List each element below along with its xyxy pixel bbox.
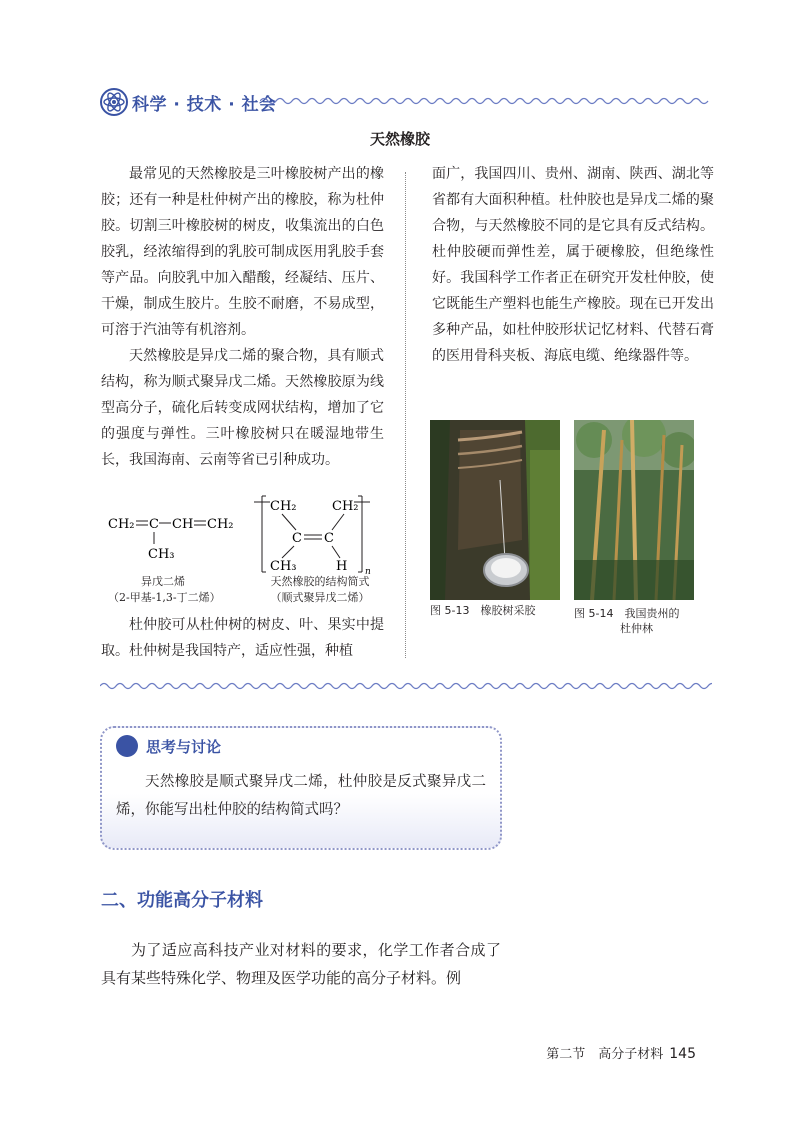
article-title: 天然橡胶 <box>369 130 430 148</box>
article-left-column-continued <box>101 612 384 664</box>
rubber-tapping-photo <box>430 420 560 600</box>
paragraph: 最常见的天然橡胶是三叶橡胶树产出的橡胶；还有一种是杜仲树产出的橡胶，称为杜仲胶。切割三叶橡胶树的树皮，收集流出的白色胶乳，经浓缩得到的乳胶可制成医用乳胶手套等产品。向胶乳中加入醋酸，经凝结、压片、干燥，制成生胶片。生胶不耐磨，不易成型，可溶于汽油等有机溶剂。 <box>101 166 384 338</box>
section-body: 为了适应高科技产业对材料的要求，化学工作者合成了具有某些特殊化学、物理及医学功能的高分子材料。例 <box>101 941 501 987</box>
eucommia-forest-photo <box>574 420 694 600</box>
formula-text: CH₃ <box>148 547 175 562</box>
natural-rubber-formula <box>252 494 380 576</box>
isoprene-formula <box>108 508 238 568</box>
page-number: 145 <box>669 1046 696 1062</box>
discussion-bullet-icon <box>116 735 138 757</box>
formula-text: C <box>324 531 334 546</box>
isoprene-caption: 异戊二烯 （2-甲基-1,3-丁二烯） <box>108 575 221 604</box>
paragraph: 面广，我国四川、贵州、湖南、陕西、湖北等省都有大面积种植。杜仲胶也是异戊二烯的聚合物，与天然橡胶不同的是它具有反式结构。杜仲胶硬而弹性差，属于硬橡胶，但绝缘性好。我国科学工作者正在研究开发杜仲胶，使它既能生产塑料也能生产橡胶。现在已开发出多种产品，如杜仲胶形状记忆材料、代替石膏的医用骨科夹板、海底电缆、绝缘器件等。 <box>432 166 714 364</box>
formula-text: C <box>149 517 159 532</box>
formula-text: C <box>292 531 302 546</box>
formula-text: CH₂ <box>108 517 135 532</box>
forest-illustration <box>574 420 694 600</box>
natural-rubber-caption: 天然橡胶的结构简式 （顺式聚异戊二烯） <box>270 575 370 604</box>
paragraph: 天然橡胶是异戊二烯的聚合物，具有顺式结构，称为顺式聚异戊二烯。天然橡胶原为线型高分子，硫化后转变成网状结构，增加了它的强度与弹性。三叶橡胶树只在暖湿地带生长，我国海南、云南等省已引种成功。 <box>101 348 384 468</box>
formula-text: CH₂ <box>207 517 234 532</box>
formula-text: CH₂ <box>270 499 297 514</box>
page-footer <box>546 1043 696 1062</box>
wave-divider-bottom <box>100 680 712 692</box>
paragraph: 杜仲胶可从杜仲树的树皮、叶、果实中提取。杜仲树是我国特产，适应性强，种植 <box>101 617 384 659</box>
discussion-title: 思考与讨论 <box>146 738 222 756</box>
atom-icon <box>100 88 128 116</box>
discussion-text: 天然橡胶是顺式聚异戊二烯，杜仲胶是反式聚异戊二烯，你能写出杜仲胶的结构简式吗？ <box>116 774 486 818</box>
formula-text: H <box>336 559 348 574</box>
wave-divider-top <box>260 95 712 107</box>
article-left-column <box>101 161 384 473</box>
section-banner <box>100 82 712 118</box>
figure-5-13-caption: 图 5-13 橡胶树采胶 <box>430 604 536 617</box>
tree-trunk-illustration <box>430 420 560 600</box>
formula-text: n <box>365 567 371 576</box>
formula-text: CH <box>172 517 194 532</box>
column-divider <box>405 172 406 658</box>
chapter-label: 第二节 高分子材料 <box>546 1047 664 1062</box>
section-heading: 二、功能高分子材料 <box>101 890 263 911</box>
figure-5-14-caption: 图 5-14 我国贵州的 杜仲林 <box>574 607 680 635</box>
article-right-column <box>432 161 714 369</box>
banner-title: 科学 · 技术 · 社会 <box>132 95 277 115</box>
formula-text: CH₂ <box>332 499 359 514</box>
formula-text: CH₃ <box>270 559 297 574</box>
